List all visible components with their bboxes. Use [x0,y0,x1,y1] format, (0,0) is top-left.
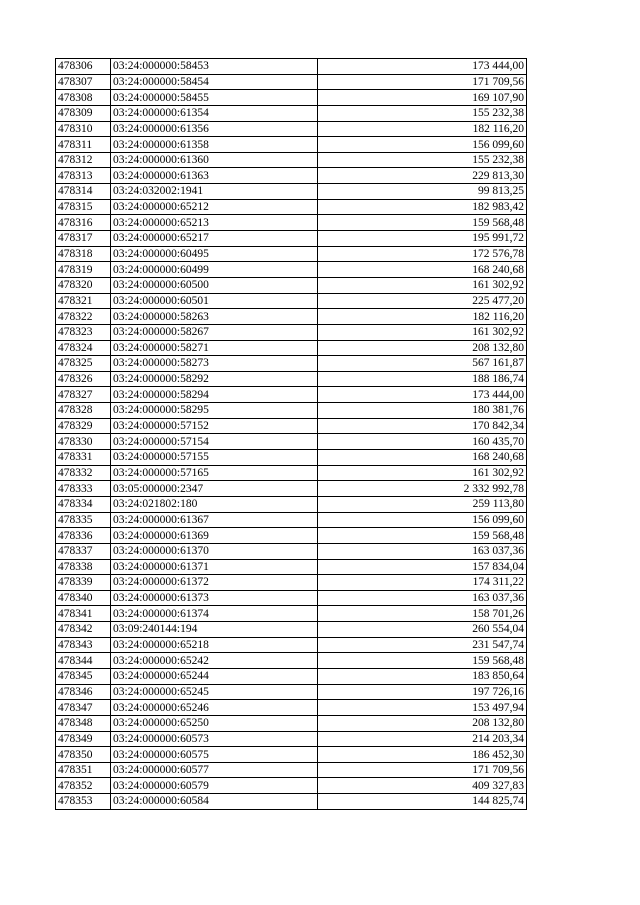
cadastral-number-cell: 03:24:000000:61373 [111,590,318,606]
cadastral-number-cell: 03:24:000000:65218 [111,637,318,653]
cadastral-number-cell: 03:24:000000:58454 [111,74,318,90]
cadastral-number-cell: 03:24:000000:61356 [111,121,318,137]
row-id-cell: 478334 [56,496,111,512]
row-id-cell: 478325 [56,356,111,372]
table-row [56,105,527,121]
row-id-cell: 478313 [56,168,111,184]
row-id-cell: 478319 [56,262,111,278]
table-row [56,277,527,293]
cadastral-number-cell: 03:24:000000:65250 [111,715,318,731]
cadastral-number-cell: 03:24:000000:60495 [111,246,318,262]
value-cell: 159 568,48 [318,528,527,544]
row-id-cell: 478336 [56,528,111,544]
table-row [56,293,527,309]
cadastral-number-cell: 03:24:032002:1941 [111,184,318,200]
value-cell: 182 116,20 [318,121,527,137]
table-row [56,715,527,731]
value-cell: 155 232,38 [318,152,527,168]
row-id-cell: 478335 [56,512,111,528]
cadastral-number-cell: 03:24:000000:58271 [111,340,318,356]
cadastral-number-cell: 03:24:000000:58295 [111,403,318,419]
value-cell: 168 240,68 [318,450,527,466]
row-id-cell: 478344 [56,653,111,669]
table-row [56,215,527,231]
table-row [56,418,527,434]
row-id-cell: 478346 [56,684,111,700]
table-row [56,700,527,716]
table-row [56,590,527,606]
row-id-cell: 478318 [56,246,111,262]
value-cell: 156 099,60 [318,137,527,153]
row-id-cell: 478321 [56,293,111,309]
row-id-cell: 478320 [56,277,111,293]
table-row [56,199,527,215]
row-id-cell: 478317 [56,231,111,247]
value-cell: 155 232,38 [318,105,527,121]
cadastral-number-cell: 03:24:000000:60500 [111,277,318,293]
cadastral-number-cell: 03:24:000000:60575 [111,747,318,763]
cadastral-number-cell: 03:24:000000:60579 [111,778,318,794]
row-id-cell: 478322 [56,309,111,325]
table-row [56,152,527,168]
table-row [56,356,527,372]
value-cell: 99 813,25 [318,184,527,200]
table-row [56,90,527,106]
value-cell: 195 991,72 [318,231,527,247]
cadastral-number-cell: 03:24:000000:61367 [111,512,318,528]
row-id-cell: 478350 [56,747,111,763]
value-cell: 183 850,64 [318,668,527,684]
table-row [56,450,527,466]
value-cell: 208 132,80 [318,715,527,731]
table-row [56,387,527,403]
cadastral-number-cell: 03:24:000000:61372 [111,575,318,591]
cadastral-number-cell: 03:24:000000:61374 [111,606,318,622]
row-id-cell: 478339 [56,575,111,591]
table-row [56,465,527,481]
cadastral-number-cell: 03:24:000000:61363 [111,168,318,184]
cadastral-number-cell: 03:24:000000:60584 [111,794,318,810]
row-id-cell: 478330 [56,434,111,450]
table-row [56,481,527,497]
row-id-cell: 478314 [56,184,111,200]
row-id-cell: 478324 [56,340,111,356]
value-cell: 197 726,16 [318,684,527,700]
value-cell: 174 311,22 [318,575,527,591]
value-cell: 260 554,04 [318,622,527,638]
table-row [56,231,527,247]
table-row [56,794,527,810]
table-row [56,246,527,262]
cadastral-number-cell: 03:24:000000:60573 [111,731,318,747]
value-cell: 160 435,70 [318,434,527,450]
cadastral-number-cell: 03:24:000000:65246 [111,700,318,716]
table-row [56,137,527,153]
table-row [56,59,527,75]
registry-table-body [56,59,527,810]
table-row [56,309,527,325]
value-cell: 171 709,56 [318,74,527,90]
cadastral-number-cell: 03:24:000000:61354 [111,105,318,121]
row-id-cell: 478307 [56,74,111,90]
row-id-cell: 478343 [56,637,111,653]
cadastral-number-cell: 03:24:000000:65244 [111,668,318,684]
table-row [56,778,527,794]
table-row [56,168,527,184]
row-id-cell: 478345 [56,668,111,684]
table-row [56,434,527,450]
cadastral-number-cell: 03:24:000000:58267 [111,324,318,340]
row-id-cell: 478352 [56,778,111,794]
value-cell: 157 834,04 [318,559,527,575]
table-row [56,262,527,278]
row-id-cell: 478332 [56,465,111,481]
table-row [56,622,527,638]
table-row [56,184,527,200]
table-row [56,668,527,684]
table-row [56,403,527,419]
row-id-cell: 478328 [56,403,111,419]
cadastral-number-cell: 03:24:000000:61369 [111,528,318,544]
cadastral-number-cell: 03:24:000000:65213 [111,215,318,231]
cadastral-number-cell: 03:24:000000:65245 [111,684,318,700]
cadastral-number-cell: 03:24:000000:65242 [111,653,318,669]
cadastral-number-cell: 03:24:000000:58294 [111,387,318,403]
cadastral-number-cell: 03:24:000000:60501 [111,293,318,309]
row-id-cell: 478316 [56,215,111,231]
table-row [56,747,527,763]
cadastral-number-cell: 03:24:000000:58273 [111,356,318,372]
cadastral-number-cell: 03:24:000000:65217 [111,231,318,247]
row-id-cell: 478331 [56,450,111,466]
value-cell: 161 302,92 [318,324,527,340]
row-id-cell: 478347 [56,700,111,716]
table-row [56,512,527,528]
cadastral-number-cell: 03:24:000000:61370 [111,543,318,559]
value-cell: 161 302,92 [318,465,527,481]
value-cell: 159 568,48 [318,653,527,669]
value-cell: 159 568,48 [318,215,527,231]
row-id-cell: 478315 [56,199,111,215]
table-row [56,543,527,559]
row-id-cell: 478341 [56,606,111,622]
value-cell: 173 444,00 [318,387,527,403]
value-cell: 144 825,74 [318,794,527,810]
cadastral-number-cell: 03:24:000000:57154 [111,434,318,450]
row-id-cell: 478351 [56,762,111,778]
cadastral-number-cell: 03:24:000000:61371 [111,559,318,575]
row-id-cell: 478309 [56,105,111,121]
table-row [56,637,527,653]
table-row [56,762,527,778]
table-row [56,340,527,356]
cadastral-number-cell: 03:24:000000:58453 [111,59,318,75]
value-cell: 231 547,74 [318,637,527,653]
row-id-cell: 478340 [56,590,111,606]
table-row [56,684,527,700]
value-cell: 161 302,92 [318,277,527,293]
value-cell: 172 576,78 [318,246,527,262]
value-cell: 169 107,90 [318,90,527,106]
cadastral-number-cell: 03:24:000000:57152 [111,418,318,434]
row-id-cell: 478326 [56,371,111,387]
row-id-cell: 478310 [56,121,111,137]
table-row [56,528,527,544]
table-row [56,121,527,137]
cadastral-number-cell: 03:24:000000:58292 [111,371,318,387]
cadastral-number-cell: 03:05:000000:2347 [111,481,318,497]
value-cell: 214 203,34 [318,731,527,747]
value-cell: 163 037,36 [318,543,527,559]
table-row [56,653,527,669]
value-cell: 182 983,42 [318,199,527,215]
value-cell: 163 037,36 [318,590,527,606]
value-cell: 229 813,30 [318,168,527,184]
cadastral-number-cell: 03:24:000000:60577 [111,762,318,778]
row-id-cell: 478342 [56,622,111,638]
value-cell: 171 709,56 [318,762,527,778]
table-row [56,575,527,591]
row-id-cell: 478348 [56,715,111,731]
table-row [56,559,527,575]
value-cell: 225 477,20 [318,293,527,309]
row-id-cell: 478308 [56,90,111,106]
table-row [56,371,527,387]
table-row [56,324,527,340]
value-cell: 153 497,94 [318,700,527,716]
value-cell: 182 116,20 [318,309,527,325]
cadastral-number-cell: 03:24:000000:57165 [111,465,318,481]
value-cell: 168 240,68 [318,262,527,278]
value-cell: 567 161,87 [318,356,527,372]
cadastral-number-cell: 03:24:000000:61360 [111,152,318,168]
table-row [56,496,527,512]
registry-table [55,58,527,810]
value-cell: 409 327,83 [318,778,527,794]
value-cell: 2 332 992,78 [318,481,527,497]
row-id-cell: 478349 [56,731,111,747]
row-id-cell: 478353 [56,794,111,810]
cadastral-number-cell: 03:24:021802:180 [111,496,318,512]
row-id-cell: 478323 [56,324,111,340]
row-id-cell: 478306 [56,59,111,75]
value-cell: 173 444,00 [318,59,527,75]
table-row [56,731,527,747]
value-cell: 186 452,30 [318,747,527,763]
cadastral-number-cell: 03:24:000000:58263 [111,309,318,325]
row-id-cell: 478327 [56,387,111,403]
value-cell: 156 099,60 [318,512,527,528]
cadastral-number-cell: 03:24:000000:65212 [111,199,318,215]
row-id-cell: 478312 [56,152,111,168]
row-id-cell: 478311 [56,137,111,153]
value-cell: 170 842,34 [318,418,527,434]
cadastral-number-cell: 03:24:000000:58455 [111,90,318,106]
cadastral-number-cell: 03:09:240144:194 [111,622,318,638]
value-cell: 158 701,26 [318,606,527,622]
cadastral-number-cell: 03:24:000000:61358 [111,137,318,153]
row-id-cell: 478338 [56,559,111,575]
value-cell: 180 381,76 [318,403,527,419]
value-cell: 259 113,80 [318,496,527,512]
value-cell: 208 132,80 [318,340,527,356]
cadastral-number-cell: 03:24:000000:57155 [111,450,318,466]
value-cell: 188 186,74 [318,371,527,387]
row-id-cell: 478329 [56,418,111,434]
cadastral-number-cell: 03:24:000000:60499 [111,262,318,278]
table-row [56,74,527,90]
table-row [56,606,527,622]
row-id-cell: 478333 [56,481,111,497]
row-id-cell: 478337 [56,543,111,559]
